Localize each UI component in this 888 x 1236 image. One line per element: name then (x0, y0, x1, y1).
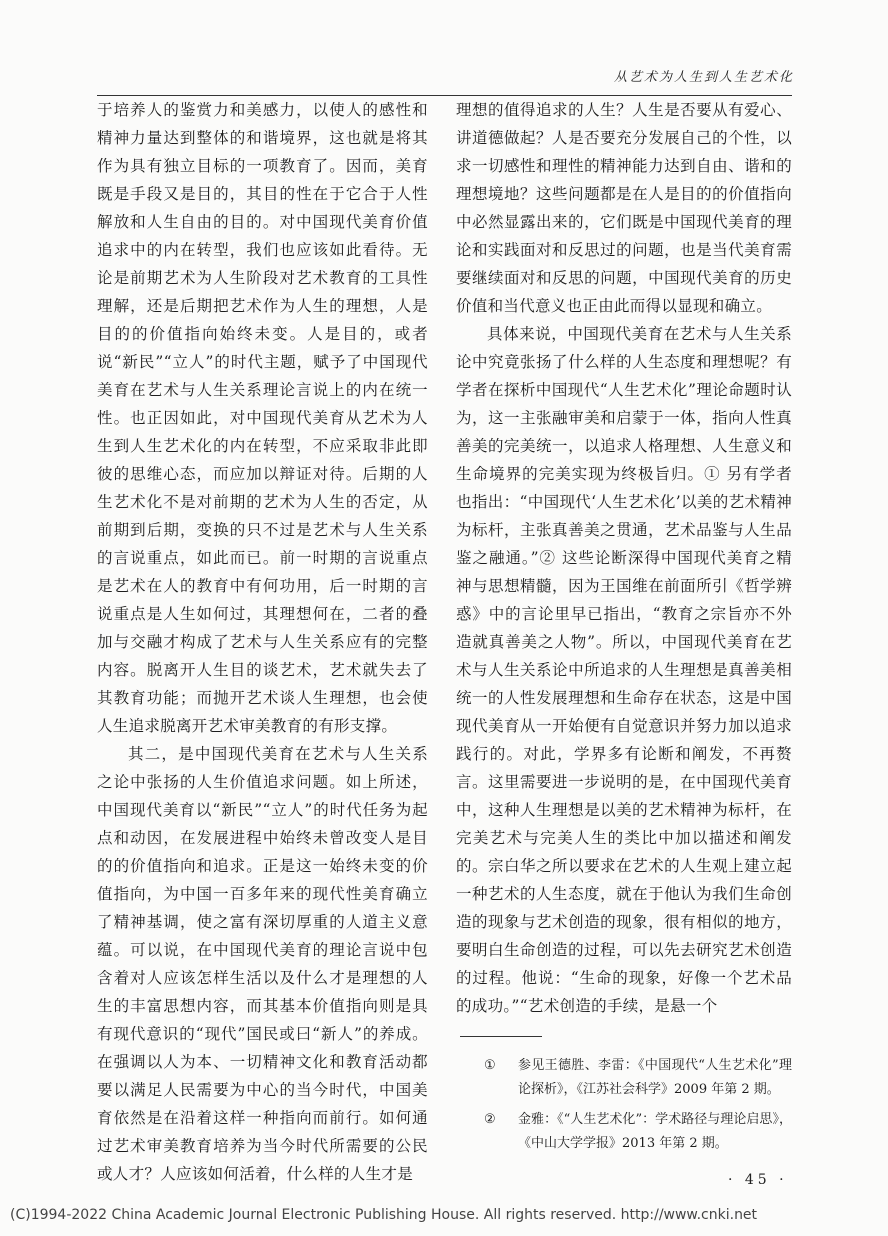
running-head: 从艺术为人生到人生艺术化 (613, 70, 794, 85)
body-paragraph: 理想的值得追求的人生？人生是否要从有爱心、讲道德做起？人是否要充分发展自己的个性，以求一切感性和理性的精神能力达到自由、谐和的理想境地？这些问题都是在人是目的的价值指向中必然显露出来的，它们既是中国现代美育的理论和实践面对和反思过的问题，也是当代美育需要继续面对和反思的问题，中国现代美育的历史价值和当代意义也正由此而得以显现和确立。 (456, 101, 792, 315)
footnotes (484, 1054, 792, 1162)
footnote-marker: ① (484, 1058, 496, 1073)
footnote-marker: ② (484, 1112, 496, 1127)
body-paragraph: 于培养人的鉴赏力和美感力，以使人的感性和精神力量达到整体的和谐境界，这也就是将其作为具有独立目标的一项教育了。因而，美育既是手段又是目的，其目的性在于它合于人性解放和人生自由的目的。对中国现代美育价值追求中的内在转型，我们也应该如此看待。无论是前期艺术为人生阶段对艺术教育的工具性理解，还是后期把艺术作为人生的理想，人是目的的价值指向始终未变。人是目的，或者说“新民”“立人”的时代主题，赋予了中国现代美育在艺术与人生关系理论言说上的内在统一性。也正因如此，对中国现代美育从艺术为人生到人生艺术化的内在转型，不应采取非此即彼的思维心态，而应加以辩证对待。后期的人生艺术化不是对前期的艺术为人生的否定，从前期到后期，变换的只不过是艺术与人生关系的言说重点，如此而已。前一时期的言说重点是艺术在人的教育中有何功用，后一时期的言说重点是人生如何过，其理想何在，二者的叠加与交融才构成了艺术与人生关系应有的完整内容。脱离开人生目的谈艺术，艺术就失去了其教育功能；而抛开艺术谈人生理想，也会使人生追求脱离开艺术审美教育的有形支撑。 (97, 101, 428, 735)
footnote-2 (484, 1108, 792, 1156)
left-column (97, 96, 428, 1188)
footnote-1 (484, 1054, 792, 1102)
body-paragraph: 具体来说，中国现代美育在艺术与人生关系论中究竟张扬了什么样的人生态度和理想呢？有学者在探析中国现代“人生艺术化”理论命题时认为，这一主张融审美和启蒙于一体，指向人性真善美的完美统一，以追求人格理想、人生意义和生命境界的完美实现为终极旨归。① 另有学者也指出：“中国现代‘人生艺术化’以美的艺术精神为标杆，主张真善美之贯通，艺术品鉴与人生品鉴之融通。”② 这些论断深得中国现代美育之精神与思想精髓，因为王国维在前面所引《哲学辨惑》中的言论里早已指出，“教育之宗旨亦不外造就真善美之人物”。所以，中国现代美育在艺术与人生关系论中所追求的人生理想是真善美相统一的人性发展理想和生命存在状态，这是中国现代美育从一开始便有自觉意识并努力加以追求践行的。对此，学界多有论断和阐发，不再赘言。这里需要进一步说明的是，在中国现代美育中，这种人生理想是以美的艺术精神为标杆，在完美艺术与完美人生的类比中加以描述和阐发的。宗白华之所以要求在艺术的人生观上建立起一种艺术的人生态度，就在于他认为我们生命创造的现象与艺术创造的现象，很有相似的地方，要明白生命创造的过程，可以先去研究艺术创造的过程。他说：“生命的现象，好像一个艺术品的成功。”“艺术创造的手续，是悬一个 (456, 325, 792, 1015)
body-paragraph: 其二，是中国现代美育在艺术与人生关系之论中张扬的人生价值追求问题。如上所述，中国现代美育以“新民”“立人”的时代任务为起点和动因，在发展进程中始终未曾改变人是目的的价值指向和追求。正是这一始终未变的价值指向，为中国一百多年来的现代性美育确立了精神基调，使之富有深切厚重的人道主义意蕴。可以说，在中国现代美育的理论言说中包含着对人应该怎样生活以及什么才是理想的人生的丰富思想内容，而其基本价值指向则是具有现代意识的“现代”国民或曰“新人”的养成。在强调以人为本、一切精神文化和教育活动都要以满足人民需要为中心的当今时代，中国美育依然是在沿着这样一种指向而前行。如何通过艺术审美教育培养为当今时代所需要的公民或人才？人应该如何活着，什么样的人生才是 (97, 745, 428, 1183)
copyright-notice: (C)1994-2022 China Academic Journal Electronic Publishing House. All rights reserved. http://www.cnki.net (10, 1207, 758, 1223)
footnote-rule (460, 1036, 542, 1037)
right-column (456, 96, 792, 1020)
page-number: · 45 · (728, 1172, 788, 1188)
footnote-text: 金雅：《“人生艺术化”：学术路径与理论启思》，《中山大学学报》2013 年第 2 期。 (518, 1112, 792, 1151)
footnote-text: 参见王德胜、李雷：《中国现代“人生艺术化”理论探析》，《江苏社会科学》2009 年第 2 期。 (518, 1058, 792, 1097)
